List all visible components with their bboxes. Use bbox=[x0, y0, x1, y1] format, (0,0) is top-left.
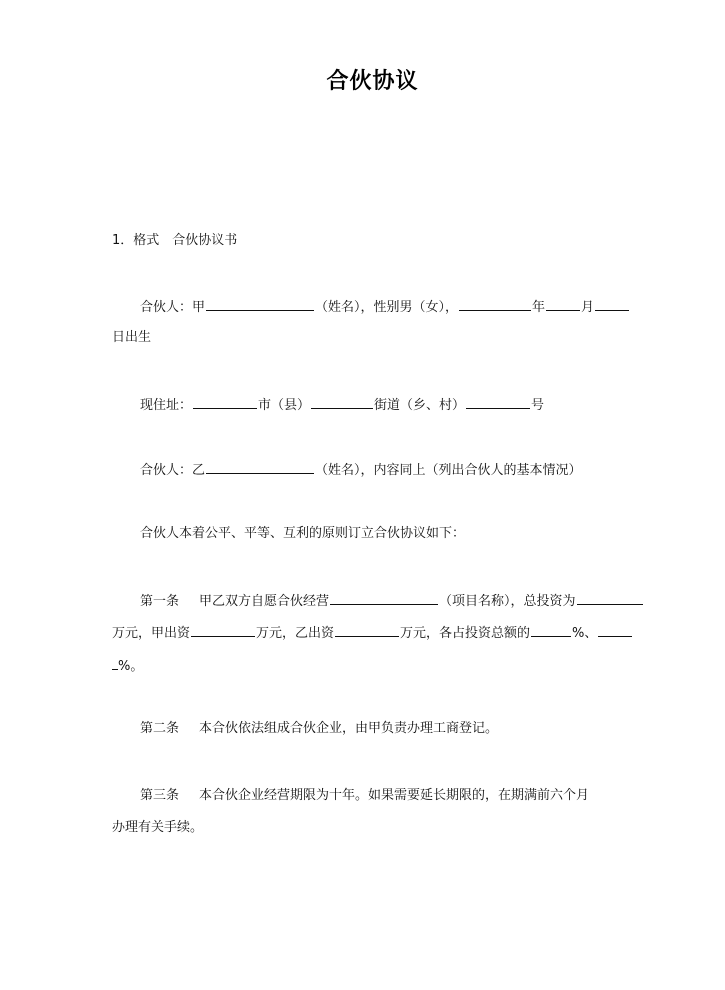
article2-text: 本合伙依法组成合伙企业，由甲负责办理工商登记。 bbox=[199, 721, 499, 736]
partner-a-line2: 日出生 bbox=[112, 330, 152, 345]
partner-b-suffix: （姓名），内容同上（列出合伙人的基本情况） bbox=[315, 463, 582, 478]
article3-line2: 办理有关手续。 bbox=[112, 820, 204, 835]
partner-b-prefix: 合伙人：乙 bbox=[140, 463, 206, 478]
b-percent-blank[interactable] bbox=[598, 623, 632, 637]
city-label: 市（县） bbox=[258, 398, 311, 413]
article1-line1 bbox=[140, 591, 644, 611]
partner-b-name-blank[interactable] bbox=[206, 460, 314, 474]
article3-label: 第三条 bbox=[140, 788, 180, 803]
article1-line3 bbox=[112, 656, 143, 676]
city-blank[interactable] bbox=[193, 395, 257, 409]
partner-a-name-hint: （姓名），性别男（女）， bbox=[315, 300, 459, 315]
section-heading: 1．格式 合伙协议书 bbox=[112, 233, 238, 248]
article3-text: 本合伙企业经营期限为十年。如果需要延长期限的，在期满前六个月 bbox=[199, 788, 590, 803]
address-prefix: 现住址： bbox=[140, 398, 193, 413]
b-contribution-blank[interactable] bbox=[335, 623, 399, 637]
house-number-blank[interactable] bbox=[466, 395, 530, 409]
partner-a-prefix: 合伙人：甲 bbox=[140, 300, 206, 315]
partner-a-line bbox=[140, 297, 630, 317]
document-title: 合伙协议 bbox=[326, 69, 419, 94]
a-percent-blank[interactable] bbox=[531, 623, 571, 637]
birth-month-blank[interactable] bbox=[546, 297, 580, 311]
street-blank[interactable] bbox=[311, 395, 373, 409]
project-name-blank[interactable] bbox=[330, 591, 438, 605]
article1-text-b: （项目名称），总投资为 bbox=[439, 594, 576, 609]
article1-pct-sep: %、 bbox=[572, 626, 598, 641]
preamble: 合伙人本着公平、平等、互利的原则订立合伙协议如下： bbox=[140, 526, 466, 541]
article1-unit2: 万元，乙出资 bbox=[256, 626, 335, 641]
article1-unit1: 万元，甲出资 bbox=[112, 626, 191, 641]
street-label: 街道（乡、村） bbox=[374, 398, 466, 413]
article3-line1 bbox=[140, 787, 589, 805]
article2-label: 第二条 bbox=[140, 721, 180, 736]
month-label: 月 bbox=[581, 300, 595, 315]
birth-year-blank[interactable] bbox=[459, 297, 531, 311]
article1-unit3: 万元，各占投资总额的 bbox=[400, 626, 531, 641]
article1-label: 第一条 bbox=[140, 594, 180, 609]
partner-b-line bbox=[140, 460, 582, 480]
address-line bbox=[140, 395, 544, 415]
article1-line2 bbox=[112, 623, 633, 643]
year-label: 年 bbox=[532, 300, 546, 315]
partner-a-name-blank[interactable] bbox=[206, 297, 314, 311]
article1-text-a: 甲乙双方自愿合伙经营 bbox=[199, 594, 330, 609]
birth-day-blank[interactable] bbox=[595, 297, 629, 311]
article1-pct-end: %。 bbox=[118, 659, 144, 674]
a-contribution-blank[interactable] bbox=[191, 623, 255, 637]
total-investment-blank[interactable] bbox=[577, 591, 643, 605]
article2-line bbox=[140, 720, 498, 738]
number-label: 号 bbox=[531, 398, 545, 413]
